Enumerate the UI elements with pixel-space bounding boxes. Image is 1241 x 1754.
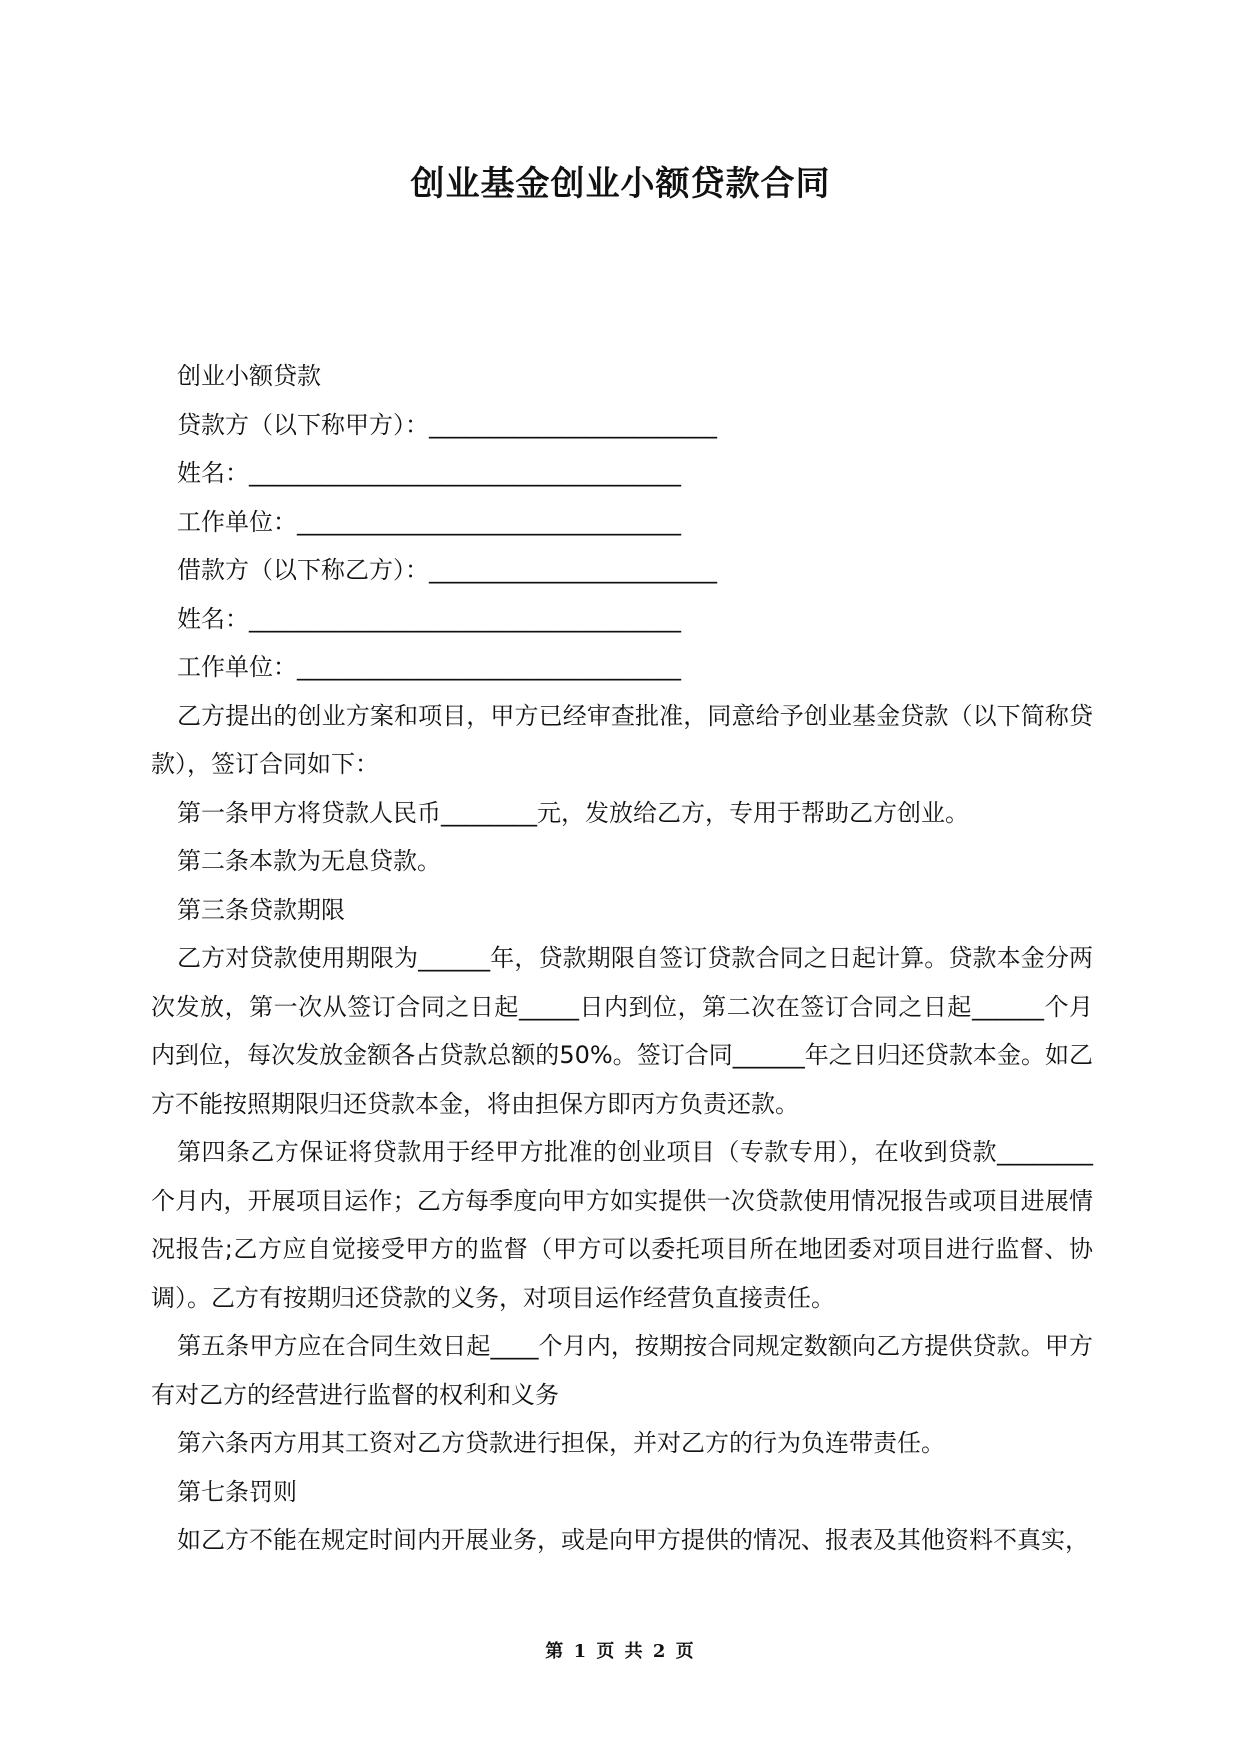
article-3-paragraph: 乙方对贷款使用期限为______年，贷款期限自签订贷款合同之日起计算。贷款本金分两次发放，第一次从签订合同之日起_____日内到位，第二次在签订合同之日起______个月内到位，每次发放金额各占贷款总额的50%。签订合同______年之日归还贷款本金。如乙方不能按照期限归还贷款本金，将由担保方即丙方负责还款。 — [151, 944, 1093, 1118]
borrower-line: 借款方（以下称乙方）：________________________ — [177, 556, 717, 584]
page-footer — [0, 1640, 1241, 1664]
article-3-heading: 第三条贷款期限 — [177, 895, 345, 924]
preamble-paragraph: 乙方提出的创业方案和项目，甲方已经审查批准，同意给予创业基金贷款（以下简称贷款），签订合同如下： — [151, 701, 1093, 778]
loan-type-line: 创业小额贷款 — [177, 362, 321, 390]
article-2-paragraph: 第二条本款为无息贷款。 — [177, 847, 441, 875]
borrower-name-line: 姓名：____________________________________ — [177, 604, 681, 633]
article-1-paragraph: 第一条甲方将贷款人民币________元，发放给乙方，专用于帮助乙方创业。 — [177, 798, 969, 827]
article-7-heading: 第七条罚则 — [177, 1477, 297, 1506]
lender-name-line: 姓名：____________________________________ — [177, 459, 681, 487]
article-7-paragraph: 如乙方不能在规定时间内开展业务，或是向甲方提供的情况、报表及其他资料不真实， — [177, 1526, 1089, 1554]
page-number-label: 第 1 页 共 2 页 — [545, 1641, 696, 1662]
lender-line: 贷款方（以下称甲方）：________________________ — [177, 410, 717, 439]
lender-employer-line: 工作单位：________________________________ — [177, 507, 681, 536]
borrower-employer-line: 工作单位：________________________________ — [177, 653, 681, 681]
article-4-paragraph: 第四条乙方保证将贷款用于经甲方批准的创业项目（专款专用），在收到贷款________个月内，开展项目运作；乙方每季度向甲方如实提供一次贷款使用情况报告或项目进展情况报告;乙方应自觉接受甲方的监督（甲方可以委托项目所在地团委对项目进行监督、协调）。乙方有按期归还贷款的义务，对项目运作经营负直接责任。 — [151, 1138, 1093, 1312]
article-5-paragraph: 第五条甲方应在合同生效日起____个月内，按期按合同规定数额向乙方提供贷款。甲方有对乙方的经营进行监督的权利和义务 — [151, 1332, 1093, 1409]
article-6-paragraph: 第六条丙方用其工资对乙方贷款进行担保，并对乙方的行为负连带责任。 — [177, 1429, 945, 1457]
document-title: 创业基金创业小额贷款合同 — [410, 164, 831, 204]
document-body — [151, 352, 1093, 1565]
